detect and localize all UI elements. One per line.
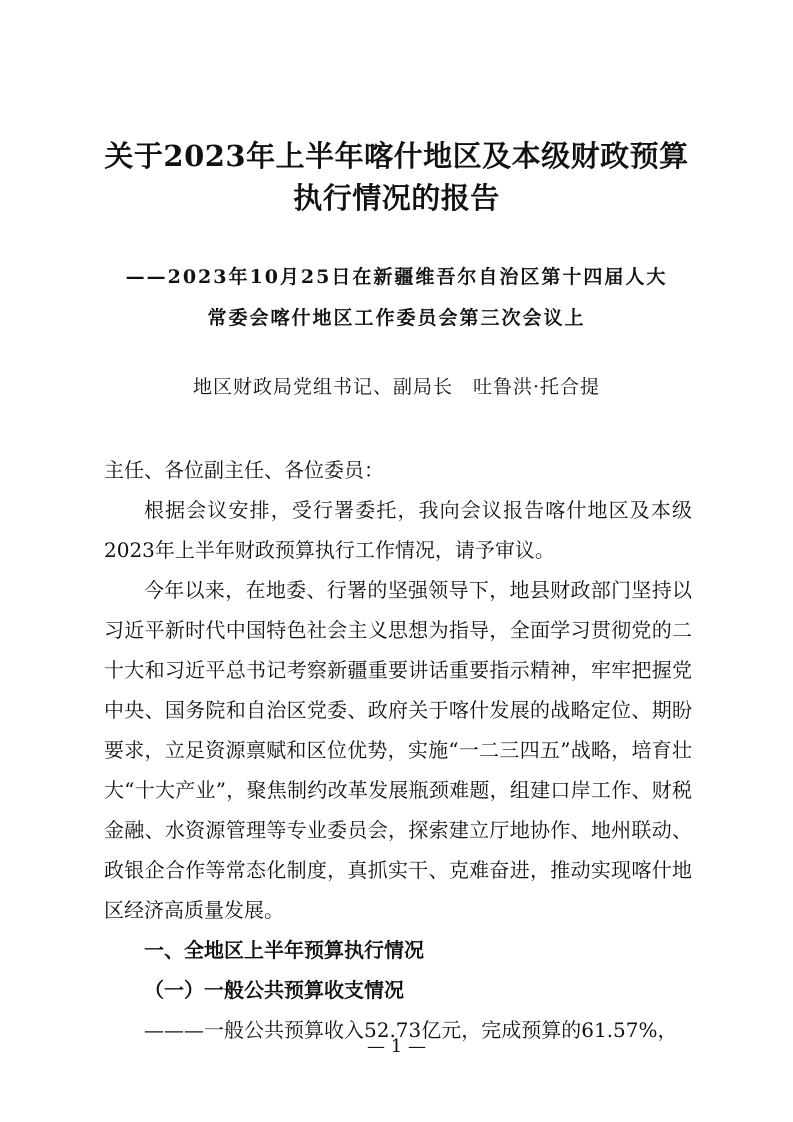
report-author: 地区财政局党组书记、副局长 吐鲁洪·托合提 bbox=[192, 376, 601, 398]
page-number: — 1 — bbox=[367, 1036, 426, 1057]
report-subtitle-line-1: ——2023年10月25日在新疆维吾尔自治区第十四届人大 bbox=[125, 266, 668, 288]
salutation: 主任、各位副主任、各位委员： bbox=[104, 458, 384, 482]
body-paragraph-1: 根据会议安排，受行署委托，我向会议报告喀什地区及本级2023年上半年财政预算执行工作情况，请予审议。 bbox=[104, 498, 692, 562]
report-subtitle-line-2: 常委会喀什地区工作委员会第三次会议上 bbox=[207, 307, 586, 329]
body-paragraph-3: ———一般公共预算收入52.73亿元，完成预算的61.57%， bbox=[144, 1018, 678, 1042]
body-paragraph-2: 今年以来，在地委、行署的坚强领导下，地县财政部门坚持以习近平新时代中国特色社会主义思想为指导，全面学习贯彻党的二十大和习近平总书记考察新疆重要讲话重要指示精神，牢牢把握党中央、国务院和自治区党委、政府关于喀什发展的战略定位、期盼要求，立足资源禀赋和区位优势，实施“一二三四五”战略，培育壮大“十大产业”，聚焦制约改革发展瓶颈难题，组建口岸工作、财税金融、水资源管理等专业委员会，探索建立厅地协作、地州联动、政银企合作等常态化制度，真抓实干、克难奋进，推动实现喀什地区经济高质量发展。 bbox=[104, 578, 692, 922]
report-body bbox=[104, 450, 692, 1050]
section-heading-1: 一、全地区上半年预算执行情况 bbox=[144, 938, 424, 962]
section-heading-2: （一）一般公共预算收支情况 bbox=[144, 978, 404, 1002]
report-title-line-2: 执行情况的报告 bbox=[293, 181, 500, 215]
report-title-line-1: 关于2023年上半年喀什地区及本级财政预算 bbox=[104, 139, 689, 173]
